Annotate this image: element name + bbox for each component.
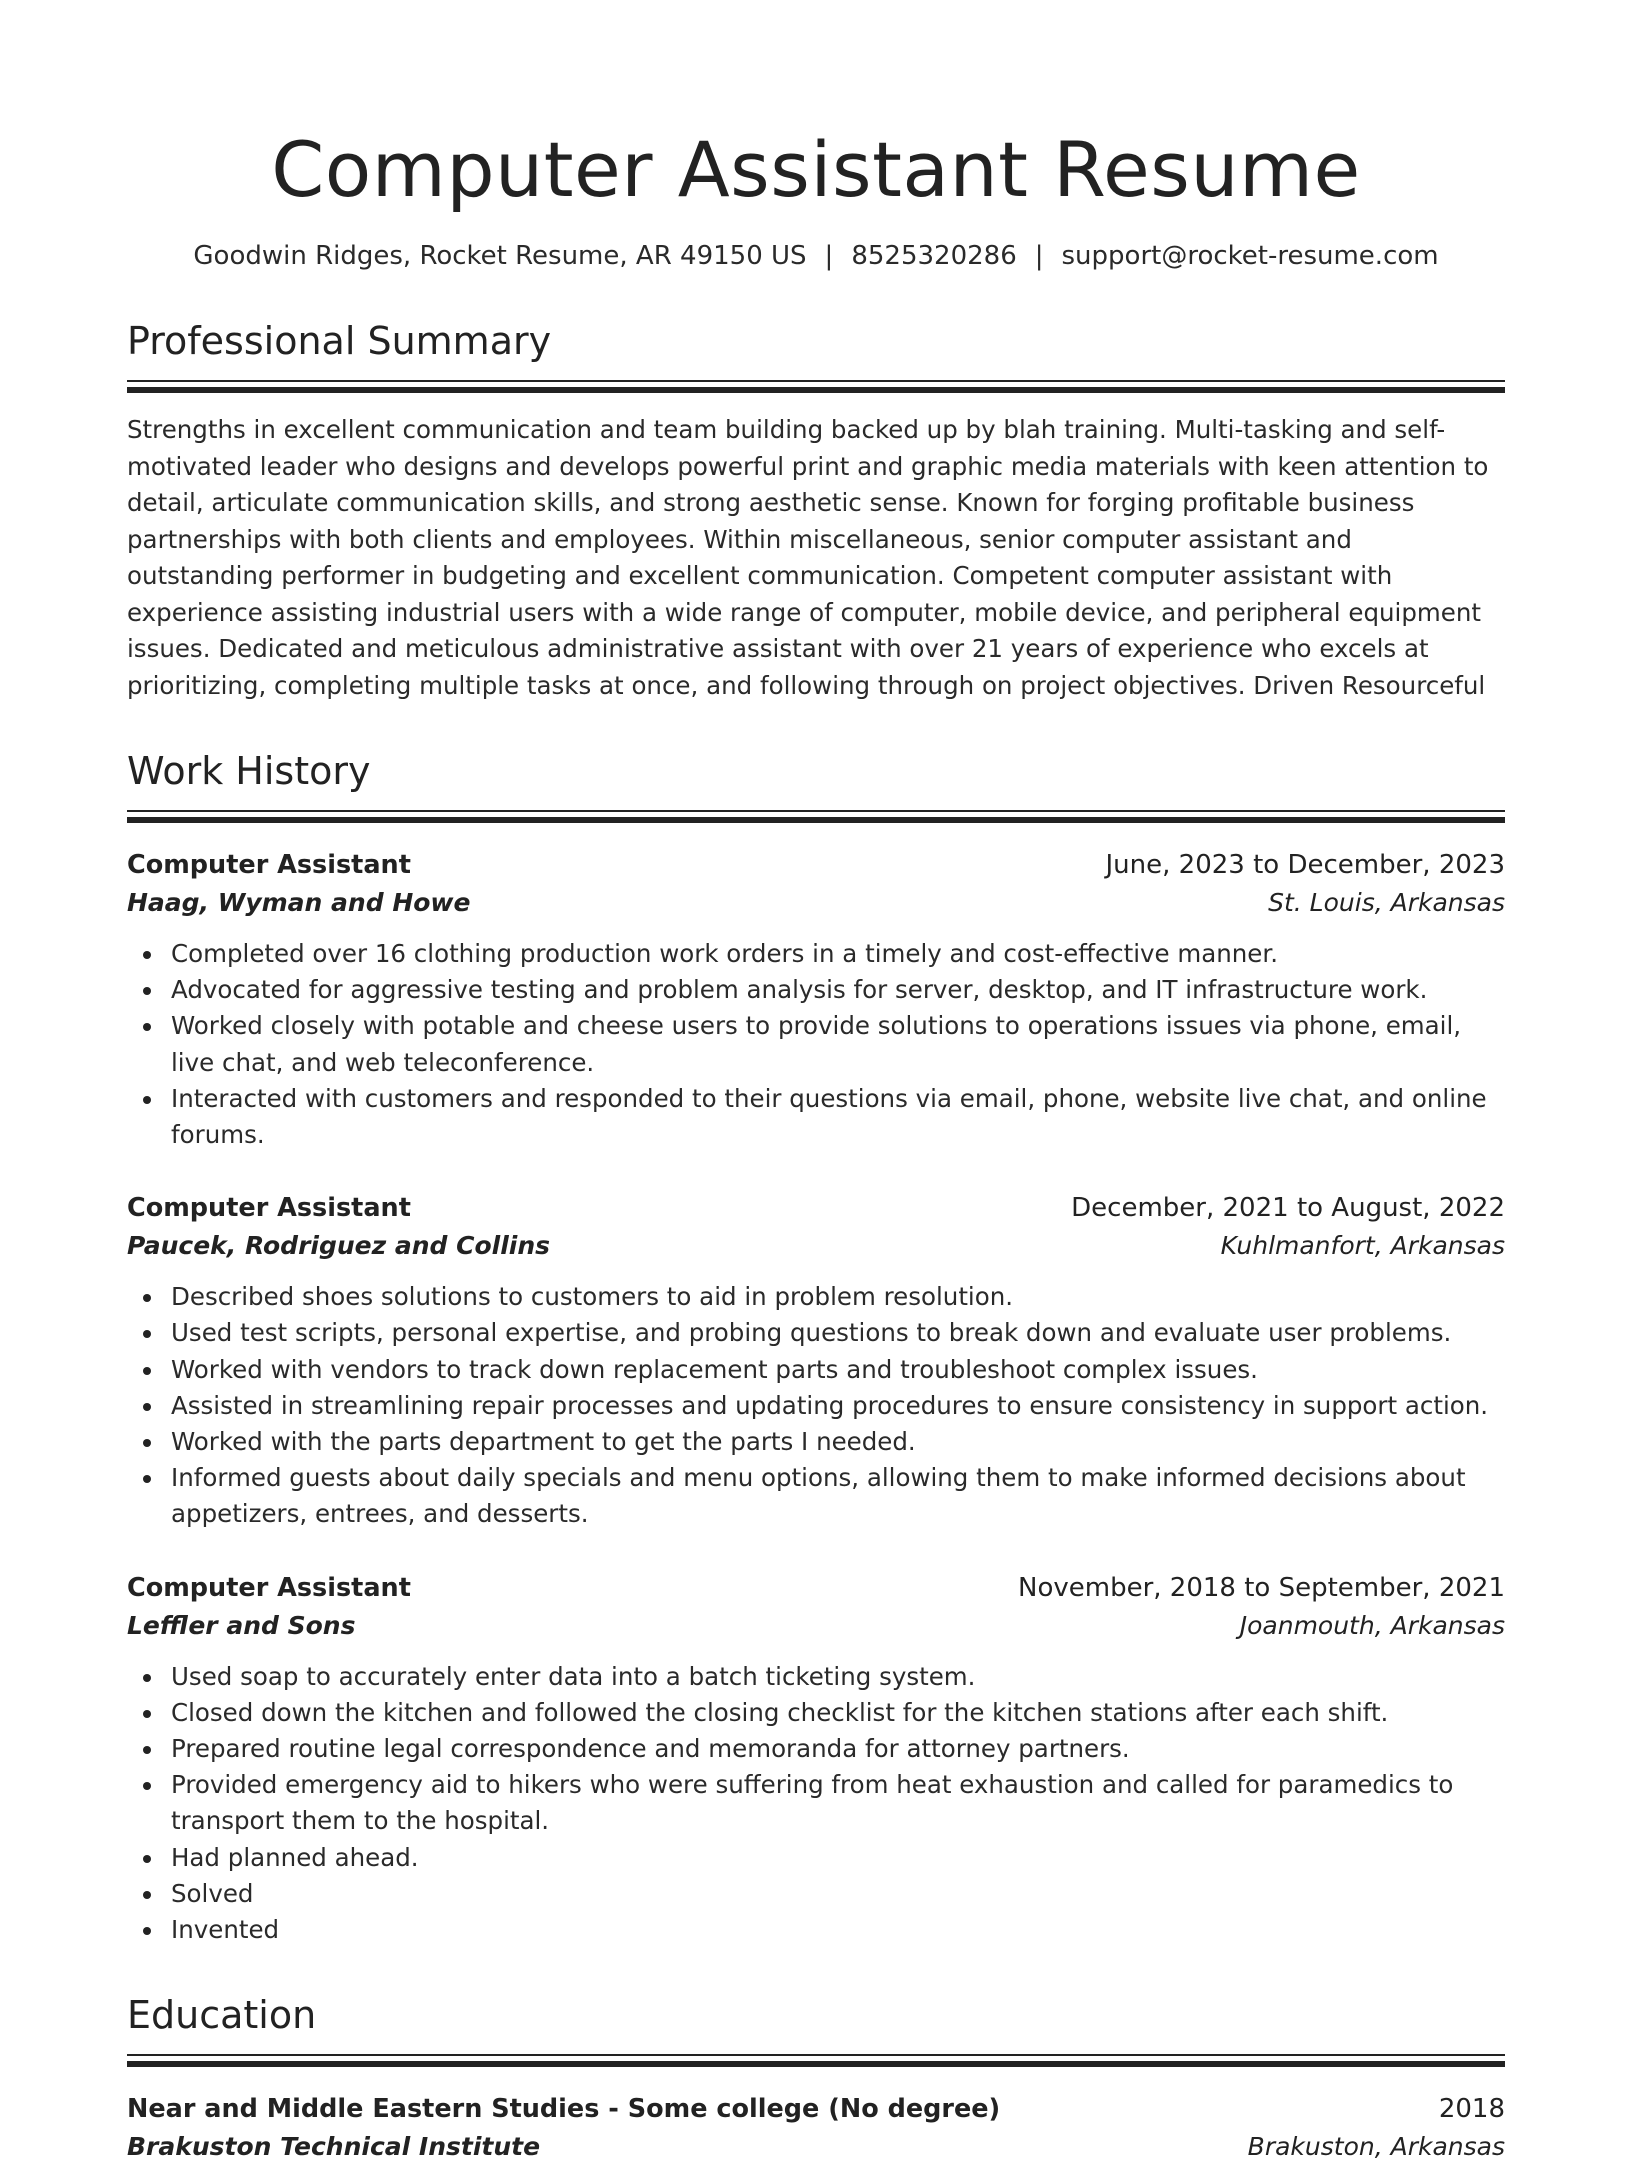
job-bullets <box>127 1279 1505 1532</box>
bullet-item <box>127 1388 1505 1424</box>
bullet-item <box>127 1424 1505 1460</box>
job-company: Leffler and Sons <box>127 1610 356 1640</box>
bullet-item <box>127 1659 1505 1695</box>
job-company: Haag, Wyman and Howe <box>127 888 471 917</box>
section-title-summary: Professional Summary <box>127 319 552 363</box>
contact-line <box>127 238 1505 274</box>
bullet-text: Had planned ahead. <box>171 1842 419 1872</box>
contact-email: support@rocket-resume.com <box>1061 241 1439 271</box>
bullet-text: Prepared routine legal correspondence and memoranda for attorney partners. <box>171 1734 1130 1764</box>
bullet-icon <box>143 1475 151 1483</box>
bullet-item <box>127 1731 1505 1767</box>
job-title: Computer Assistant <box>127 1193 411 1224</box>
job-dates: November, 2018 to September, 2021 <box>1018 1572 1505 1603</box>
bullet-text: Used soap to accurately enter data into a batch ticketing system. <box>171 1661 976 1691</box>
bullet-item <box>127 1876 1505 1912</box>
bullet-icon <box>143 1674 151 1682</box>
bullet-icon <box>143 1023 151 1031</box>
bullet-item <box>127 1352 1505 1388</box>
bullet-icon <box>143 1891 151 1899</box>
resume-title: Computer Assistant Resume <box>271 125 1361 214</box>
job-location: Joanmouth, Arkansas <box>1239 1610 1505 1640</box>
bullet-icon <box>143 1855 151 1863</box>
bullet-item <box>127 936 1505 972</box>
bullet-text: Completed over 16 clothing production work orders in a timely and cost-effective manner. <box>171 939 1278 968</box>
job-entry <box>127 1569 1505 1949</box>
section-divider <box>127 810 1505 824</box>
contact-separator: | <box>824 241 834 271</box>
bullet-text: Described shoes solutions to customers to aid in problem resolution. <box>171 1282 1014 1312</box>
contact-separator: | <box>1034 241 1044 271</box>
bullet-item <box>127 1695 1505 1731</box>
bullet-icon <box>143 1403 151 1411</box>
bullet-icon <box>143 951 151 959</box>
bullet-text: Used test scripts, personal expertise, and probing questions to break down and evaluate user problems. <box>171 1318 1452 1348</box>
job-bullets <box>127 1659 1505 1949</box>
bullet-item <box>127 1315 1505 1351</box>
bullet-icon <box>143 1367 151 1375</box>
bullet-icon <box>143 987 151 995</box>
bullet-icon <box>143 1294 151 1302</box>
bullet-icon <box>143 1782 151 1790</box>
contact-address: Goodwin Ridges, Rocket Resume, AR 49150 US <box>193 241 807 271</box>
job-entry <box>127 846 1505 1153</box>
bullet-text: Informed guests about daily specials and menu options, allowing them to make informed decisions about appetizers, entrees, and desserts. <box>171 1463 1466 1529</box>
education-location: Brakuston, Arkansas <box>1247 2132 1505 2162</box>
section-title-education: Education <box>127 1993 317 2038</box>
job-title: Computer Assistant <box>127 850 411 880</box>
work-history-list <box>127 846 1505 1948</box>
bullet-text: Closed down the kitchen and followed the closing checklist for the kitchen stations after each shift. <box>171 1697 1389 1727</box>
bullet-item <box>127 1460 1505 1532</box>
bullet-text: Provided emergency aid to hikers who were suffering from heat exhaustion and called for paramedics to transport them to the hospital. <box>171 1770 1454 1836</box>
job-entry <box>127 1189 1505 1532</box>
bullet-item <box>127 972 1505 1008</box>
bullet-icon <box>143 1330 151 1338</box>
section-divider <box>127 380 1505 394</box>
section-title-work-history: Work History <box>127 749 371 793</box>
job-dates: December, 2021 to August, 2022 <box>1071 1193 1505 1224</box>
education-school: Brakuston Technical Institute <box>127 2132 541 2162</box>
bullet-text: Solved <box>171 1878 254 1908</box>
job-location: Kuhlmanfort, Arkansas <box>1220 1231 1505 1261</box>
education-year: 2018 <box>1438 2094 1505 2125</box>
bullet-text: Interacted with customers and responded to their questions via email, phone, website live chat, and online forums. <box>171 1083 1487 1150</box>
bullet-icon <box>143 1710 151 1718</box>
bullet-icon <box>143 1096 151 1104</box>
bullet-icon <box>143 1746 151 1754</box>
bullet-icon <box>143 1927 151 1935</box>
education-degree: Near and Middle Eastern Studies - Some college (No degree) <box>127 2094 1001 2125</box>
bullet-item <box>127 1912 1505 1948</box>
bullet-text: Worked closely with potable and cheese users to provide solutions to operations issues via phone, email, live chat, and web teleconference. <box>171 1011 1462 1077</box>
bullet-text: Advocated for aggressive testing and problem analysis for server, desktop, and IT infrastructure work. <box>171 975 1428 1005</box>
job-dates: June, 2023 to December, 2023 <box>1105 850 1505 880</box>
bullet-item <box>127 1840 1505 1876</box>
job-bullets <box>127 936 1505 1153</box>
bullet-text: Worked with vendors to track down replacement parts and troubleshoot complex issues. <box>171 1354 1258 1384</box>
bullet-icon <box>143 1439 151 1447</box>
bullet-item <box>127 1008 1505 1080</box>
resume-page <box>127 0 1505 2166</box>
summary-text: Strengths in excellent communication and team building backed up by blah training. Multi-tasking and self-motivated leader who designs and develops powerful print and graphic media materials with keen attention to detail, articulate communication skills, and strong aesthetic sense. Known for forging profitable business partnerships with both clients and employees. Within miscellaneous, senior computer assistant and outstanding performer in budgeting and excellent communication. Competent computer assistant with experience assisting industrial users with a wide range of computer, mobile device, and peripheral equipment issues. Dedicated and meticulous administrative assistant with over 21 years of experience who excels at prioritizing, completing multiple tasks at once, and following through on project objectives. Driven Resourceful <box>127 415 1489 700</box>
bullet-text: Worked with the parts department to get the parts I needed. <box>171 1427 916 1457</box>
education-entry <box>127 2090 1505 2166</box>
job-title: Computer Assistant <box>127 1572 411 1603</box>
contact-phone: 8525320286 <box>851 241 1017 271</box>
job-company: Paucek, Rodriguez and Collins <box>127 1231 551 1261</box>
bullet-text: Assisted in streamlining repair processes and updating procedures to ensure consistency in support action. <box>171 1390 1489 1420</box>
bullet-item <box>127 1767 1505 1839</box>
bullet-text: Invented <box>171 1915 280 1945</box>
bullet-item <box>127 1081 1505 1153</box>
bullet-item <box>127 1279 1505 1315</box>
job-location: St. Louis, Arkansas <box>1268 888 1505 917</box>
section-divider <box>127 2054 1505 2068</box>
